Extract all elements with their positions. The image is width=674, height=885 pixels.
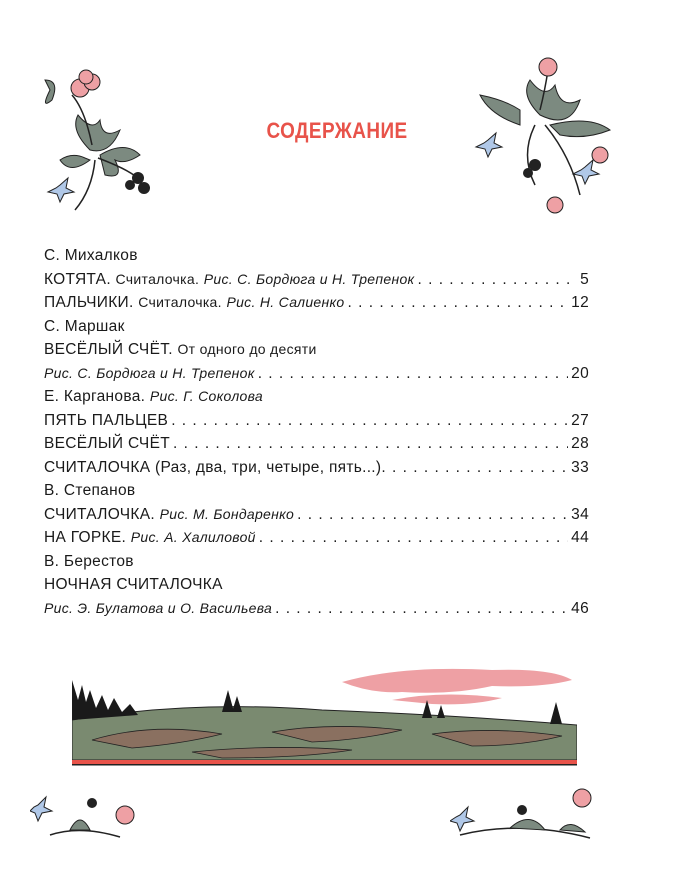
- page-number: 20: [571, 364, 589, 382]
- leader-dots: [348, 291, 569, 315]
- leader-dots: [171, 409, 568, 433]
- leader-dots: [173, 432, 568, 456]
- leader-dots: [275, 597, 568, 621]
- page-number: 46: [571, 599, 589, 617]
- toc-entry-vesely[interactable]: [44, 362, 589, 386]
- entry-title: КОТЯТА.: [44, 270, 111, 288]
- author-stepanov: В. Степанов: [44, 482, 136, 499]
- toc-entry-schitalochka[interactable]: [44, 456, 589, 480]
- entry-title: ВЕСЁЛЫЙ СЧЁТ: [44, 435, 170, 452]
- author-marshak: С. Маршак: [44, 317, 125, 335]
- entry-title: НА ГОРКЕ.: [44, 529, 127, 546]
- entry-title: ПАЛЬЧИКИ.: [44, 294, 134, 311]
- flower-decoration-bottom-right: [450, 780, 600, 860]
- author-name: Е. Карганова.: [44, 388, 146, 405]
- page-number: 34: [571, 505, 589, 523]
- entry-illustrator: Рис. А. Халиловой: [130, 529, 256, 545]
- entry-title: ВЕСЁЛЫЙ СЧЁТ.: [44, 341, 173, 358]
- toc-entry-schitalochka2[interactable]: [44, 503, 589, 527]
- page-number: 44: [571, 529, 589, 546]
- page-number: 28: [571, 435, 589, 452]
- toc-entry-pyat[interactable]: [44, 409, 589, 433]
- page-number: 33: [571, 458, 589, 476]
- entry-title: СЧИТАЛОЧКА: [44, 458, 151, 476]
- entry-illustrator: Рис. С. Бордюга и Н. Трепенок: [203, 270, 415, 287]
- leader-dots: [258, 362, 568, 386]
- author-berestov: В. Берестов: [44, 552, 134, 570]
- leader-dots: [417, 268, 577, 292]
- entry-illustrator: Рис. М. Бондаренко: [159, 505, 295, 522]
- entry-subtitle: Считалочка.: [115, 270, 200, 287]
- toc-entry-nochnaya-title[interactable]: [44, 573, 589, 597]
- entry-subtitle: Считалочка.: [138, 294, 222, 310]
- entry-title: СЧИТАЛОЧКА.: [44, 505, 155, 523]
- entry-subtitle: От одного до десяти: [177, 341, 317, 357]
- toc-entry-nochnaya[interactable]: [44, 597, 589, 621]
- landscape-illustration: [72, 660, 577, 780]
- author-karganova: [44, 385, 589, 409]
- entry-illustrator: Рис. Э. Булатова и О. Васильева: [44, 599, 273, 616]
- entry-title: ПЯТЬ ПАЛЬЦЕВ: [44, 411, 169, 429]
- page-number: 27: [571, 411, 589, 429]
- leader-dots: [259, 526, 568, 550]
- entry-illustrator: Рис. С. Бордюга и Н. Трепенок: [44, 364, 255, 381]
- toc-entry-vesely2[interactable]: [44, 432, 589, 456]
- entry-illustrator: Рис. Н. Салиенко: [226, 294, 345, 310]
- page-number: 5: [580, 270, 589, 288]
- leader-dots: [381, 456, 571, 480]
- toc-entry-palchiki[interactable]: [44, 291, 589, 315]
- leader-dots: [297, 503, 568, 527]
- entry-title: НОЧНАЯ СЧИТАЛОЧКА: [44, 576, 223, 593]
- entry-illustrator: Рис. Г. Соколова: [149, 388, 263, 404]
- author-mikhalkov: С. Михалков: [44, 247, 138, 264]
- toc-entry-vesely-title[interactable]: [44, 338, 589, 362]
- toc-entry-gorke[interactable]: [44, 526, 589, 550]
- page-title: СОДЕРЖАНИЕ: [266, 118, 408, 143]
- flower-decoration-bottom-left: [30, 775, 140, 855]
- page-number: 12: [571, 294, 589, 311]
- table-of-contents: [44, 244, 589, 620]
- entry-subtitle: (Раз, два, три, четыре, пять...): [154, 458, 382, 476]
- toc-entry-kotyata[interactable]: [44, 268, 589, 292]
